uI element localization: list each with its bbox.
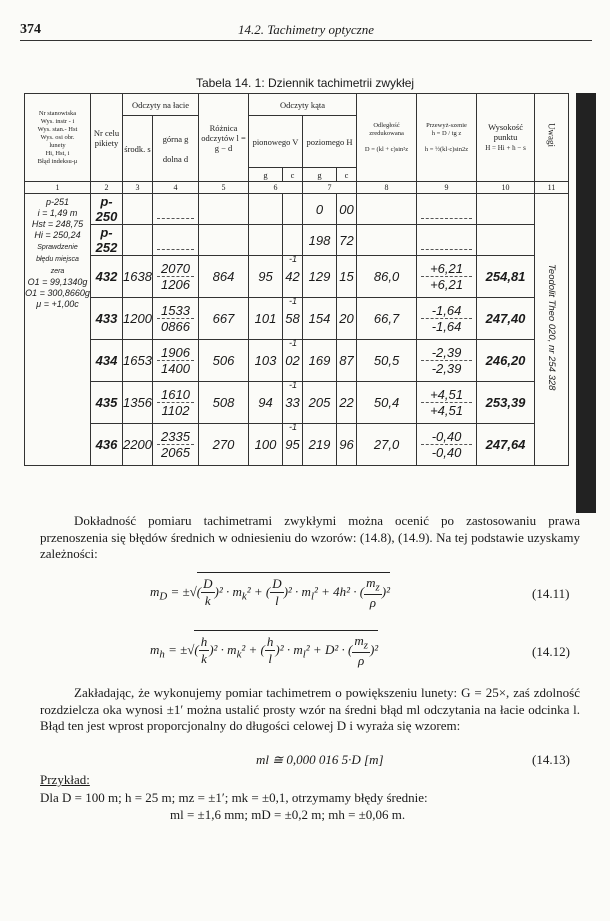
table-row: 435 1356 1610 1102 508 94 -1 33 205 22 50,4 +4,51 +4,51 253,39 <box>25 382 569 424</box>
header-row-1 <box>25 94 569 116</box>
page-header <box>20 22 592 40</box>
header-vc: c <box>283 168 303 182</box>
page-number: 374 <box>20 22 41 37</box>
header-wysokosc: Wysokość punktu H = Hi + h − s <box>477 94 535 182</box>
equation-number-1411: (14.11) <box>532 586 570 601</box>
tachymetry-table <box>24 93 569 466</box>
equation-number-1412: (14.12) <box>532 644 570 659</box>
table-caption: Tabela 14. 1: Dziennik tachimetrii zwykłej <box>195 76 415 90</box>
table-row: 432 1638 2070 1206 864 95 -1 42 129 15 86,0 +6,21 +6,21 254,81 <box>25 256 569 298</box>
header-rule <box>20 40 592 41</box>
equation-number-1413: (14.13) <box>532 752 570 767</box>
header-station: Nr stanowiska Wys. instr - i Wys. stan.- Hst Wys. osi obr. lunety Hi, Hst, i Błąd indeksu-μ <box>25 94 91 182</box>
header-nr-celu: Nr celu pikiety <box>91 94 123 182</box>
table-row: 434 1653 1906 1400 506 103 -1 02 169 87 50,5 -2,39 -2,39 246,20 <box>25 340 569 382</box>
table-row: p-251 i = 1,49 m Hst = 248,75 Hi = 250,24 Sprawdzenie błędu miejsca zera O1 = 99,1340g O1 = 300,8660g μ = +1,00c p-250 0 00 Teodolit Theo 020, nr 254 328 <box>25 194 569 225</box>
example-line-2: ml = ±1,6 mm; mD = ±0,2 m; mh = ±0,06 m. <box>170 807 406 822</box>
paragraph-assumption: Zakładając, że wykonujemy pomiar tachimetrem o powiększeniu lunety: G = 25×, zaś zdolność rozdzielcza oka wynosi ±1′ można ustalić prosty wzór na średni błąd ml odczytania na łacie odcinka l. Błąd ten jest wprost proporcjonalny do długości celowej D i wyraża się wzorem: <box>40 685 580 733</box>
table-row: 433 1200 1533 0866 667 101 -1 58 154 20 66,7 -1,64 -1,64 247,40 <box>25 298 569 340</box>
table-row: 436 2200 2335 2065 270 100 -1 95 219 96 27,0 -0,40 -0,40 247,64 <box>25 424 569 466</box>
header-roznica: Różnica odczytów l = g − d <box>199 94 249 182</box>
example-label: Przykład: <box>40 772 90 787</box>
header-hg: g <box>303 168 337 182</box>
header-uwagi: Uwagi <box>535 94 569 182</box>
header-srodk: środk. s <box>123 116 153 182</box>
table-row: p-252 198 72 <box>25 225 569 256</box>
equation-mh: $m_h$ = ±√( $\frac{h}{k}$ )$^2 \cdot m_k^2$ + ( $\frac{h}{l}$ )$^2 \cdot m_l^2 + D^2$ · ( $\frac{m_z}{\rho}$ )² <box>150 630 378 669</box>
header-odczyty-kata: Odczyty kąta <box>249 94 357 116</box>
station-notes: p-251 i = 1,49 m Hst = 248,75 Hi = 250,24 Sprawdzenie błędu miejsca zera O1 = 99,1340g O1 = 300,8660g μ = +1,00c <box>25 194 91 466</box>
header-pionowego: pionowego V <box>249 116 303 168</box>
example-line-1: Dla D = 100 m; h = 25 m; mz = ±1′; mk = ±0,1, otrzymamy błędy średnie: <box>40 790 428 805</box>
header-hc: c <box>337 168 357 182</box>
header-gorna-dolna: górna g dolna d <box>153 116 199 182</box>
equation-ml: ml ≅ 0,000 016 5·D [m] <box>256 752 384 767</box>
paragraph-intro: Dokładność pomiaru tachimetrami zwykłymi można ocenić po zastosowaniu prawa przenoszenia się błędów średnich w odniesieniu do wzorów: (14.8), (14.9). Na tej podstawie uzyskamy zależności: <box>40 513 580 561</box>
header-odczyty-lacie: Odczyty na łacie <box>123 94 199 116</box>
running-title: 14.2. Tachimetry optyczne <box>238 22 374 37</box>
equation-mD: $m_D$ = ±√( $\frac{D}{k}$ )$^2 \cdot m_k^2$ + ( $\frac{D}{l}$ )$^2 \cdot m_l^2 + 4h^2$ · ( $\frac{m_z}{\rho}$ )² <box>150 572 390 611</box>
header-poziomego: poziomego H <box>303 116 357 168</box>
header-przewyzszenie: Przewyż-szenie h = D / tg z h = ½(kl·c)sin2z <box>417 94 477 182</box>
column-numbers: 1 2 3 4 5 6 7 8 9 10 11 <box>25 182 569 194</box>
header-vg: g <box>249 168 283 182</box>
side-bar <box>576 93 596 513</box>
uwagi-note: Teodolit Theo 020, nr 254 328 <box>535 194 569 466</box>
header-odleglosc: Odległość zredukowana D = (kl + c)sin²z <box>357 94 417 182</box>
